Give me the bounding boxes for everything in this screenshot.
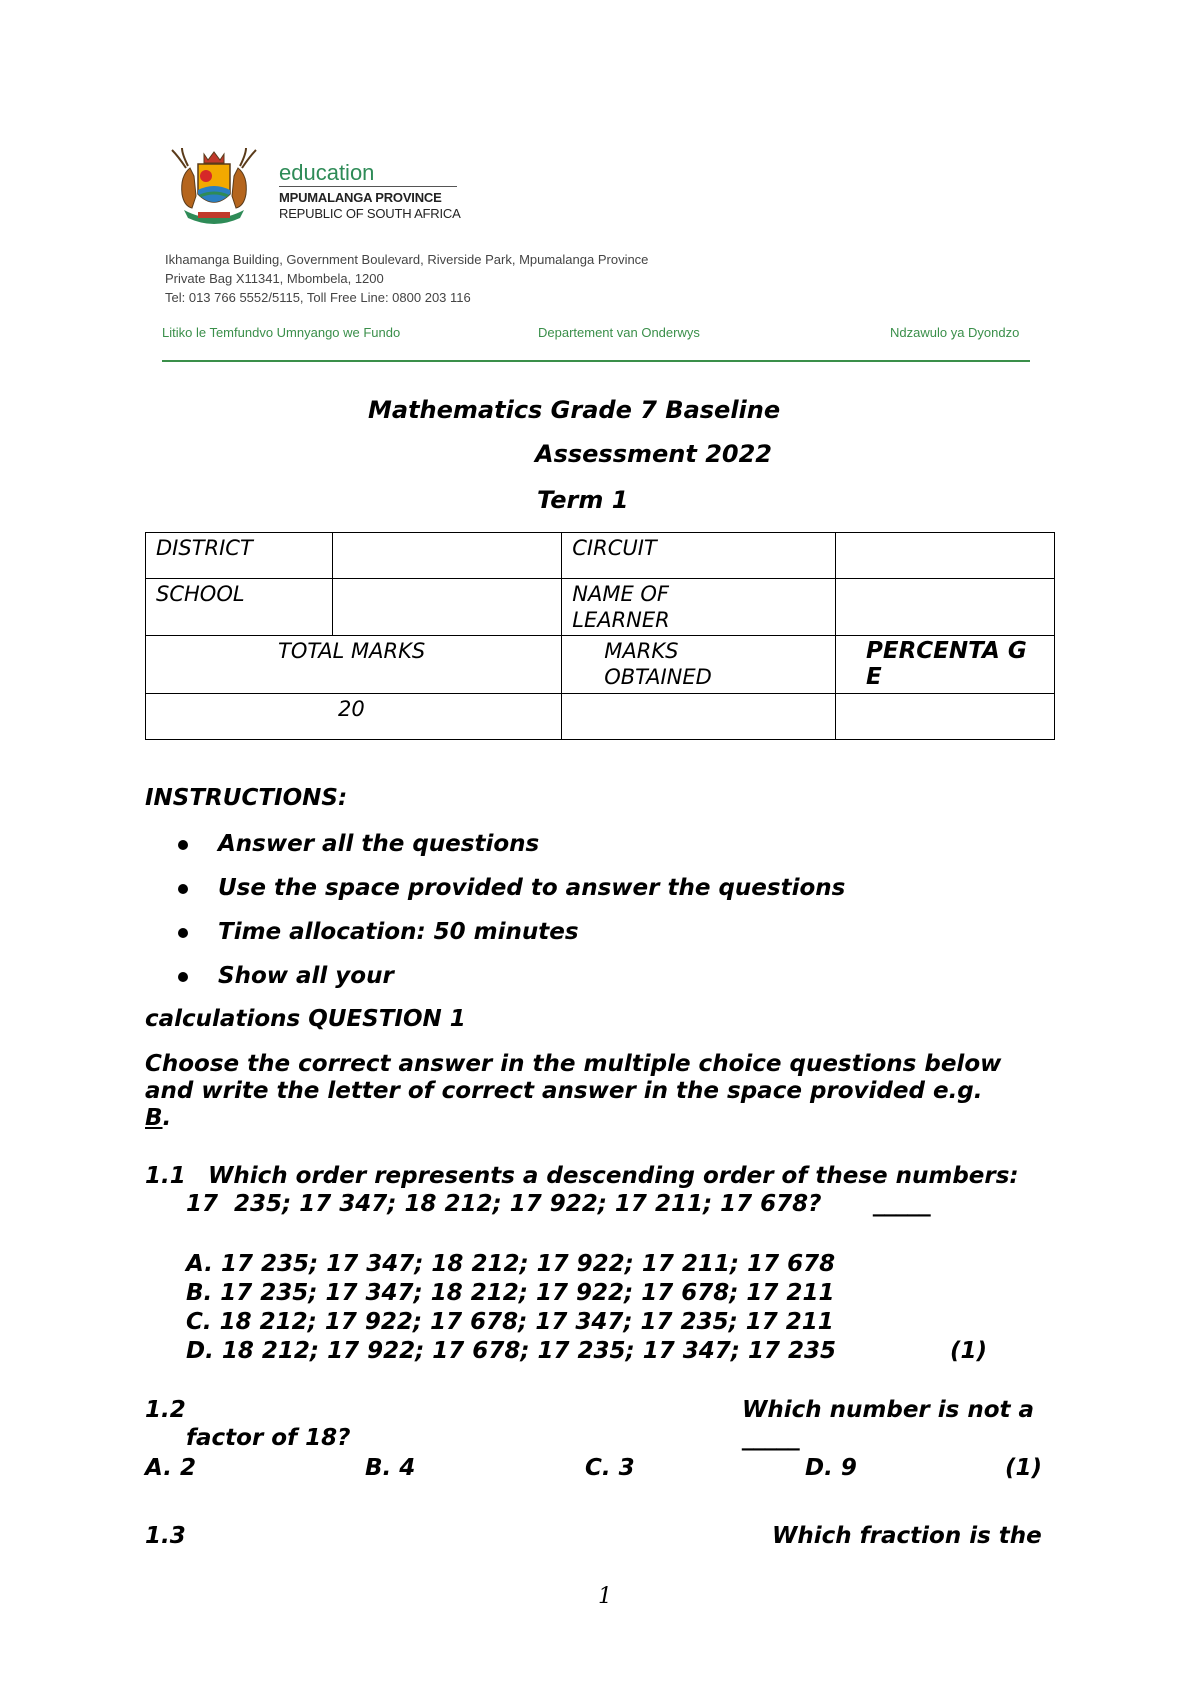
q1-2-option-c: C. 3: [585, 1455, 635, 1481]
language-label-2: Departement van Onderwys: [538, 325, 700, 340]
q1-2-number: 1.2: [145, 1397, 186, 1423]
total-marks-label: [146, 636, 562, 694]
total-marks-label-text: TOTAL MARKS: [278, 639, 426, 663]
q1-2-text-part-1: Which number is not a: [742, 1397, 1035, 1423]
q1-2-marks: (1): [1005, 1455, 1043, 1481]
q1-2-text-part-2: factor of 18?: [186, 1425, 351, 1451]
school-label: SCHOOL: [146, 579, 333, 636]
bullet-icon: [178, 884, 188, 894]
language-label-1: Litiko le Temfundvo Umnyango we Fundo: [162, 325, 401, 340]
q1-1-number: 1.1: [145, 1163, 186, 1189]
q1-3-text-part-1: Which fraction is the: [772, 1523, 1042, 1549]
q1-1-option-a: A. 17 235; 17 347; 18 212; 17 922; 17 211; 17 678: [186, 1251, 836, 1277]
logo-underline: [279, 186, 457, 187]
example-answer: B.: [145, 1105, 172, 1131]
logo-education-text: education: [279, 160, 375, 185]
learner-name-field[interactable]: [836, 579, 1055, 636]
bullet-icon: [178, 840, 188, 850]
page-title-line-1: Mathematics Grade 7 Baseline: [368, 396, 781, 424]
district-label: DISTRICT: [146, 533, 333, 579]
address-line-2: Private Bag X11341, Mbombela, 1200: [165, 271, 384, 286]
percentage-label-text: PERCENTA GE: [866, 638, 1027, 690]
header-divider: [162, 360, 1030, 362]
q1-1-option-b: B. 17 235; 17 347; 18 212; 17 922; 17 678; 17 211: [186, 1280, 835, 1306]
address-line-3: Tel: 013 766 5552/5115, Toll Free Line: 0800 203 116: [165, 290, 471, 305]
logo-province-text: MPUMALANGA PROVINCE: [279, 190, 442, 205]
q1-2-answer-blank[interactable]: _____: [742, 1425, 800, 1451]
learner-name-label: [562, 579, 836, 636]
page-number: 1: [598, 1584, 612, 1609]
marks-obtained-field[interactable]: [562, 694, 836, 740]
q1-1-answer-blank[interactable]: _____: [873, 1191, 931, 1217]
logo-country-text: REPUBLIC OF SOUTH AFRICA: [279, 206, 461, 221]
instructions-heading: INSTRUCTIONS:: [145, 785, 348, 811]
circuit-field[interactable]: [836, 533, 1055, 579]
instruction-item: Show all your: [218, 963, 394, 989]
instruction-item: Answer all the questions: [218, 831, 540, 857]
address-line-1: Ikhamanga Building, Government Boulevard, Riverside Park, Mpumalanga Province: [165, 252, 649, 267]
bullet-icon: [178, 928, 188, 938]
percentage-label: [836, 636, 1055, 694]
question1-intro-line-2: and write the letter of correct answer in the space provided e.g.: [145, 1078, 983, 1104]
learner-info-table: [145, 532, 1055, 740]
marks-obtained-label-text: MARKS OBTAINED: [604, 639, 712, 689]
example-letter: B: [145, 1105, 163, 1131]
district-field[interactable]: [332, 533, 561, 579]
q1-2-option-b: B. 4: [365, 1455, 416, 1481]
total-marks-value: [146, 694, 562, 740]
question1-intro-line-1: Choose the correct answer in the multiple choice questions below: [145, 1051, 1002, 1077]
q1-2-option-d: D. 9: [805, 1455, 857, 1481]
q1-3-number: 1.3: [145, 1523, 186, 1549]
total-marks-value-text: 20: [338, 697, 365, 721]
page-title-line-2: Assessment 2022: [535, 440, 772, 468]
language-label-3: Ndzawulo ya Dyondzo: [890, 325, 1020, 340]
percentage-field[interactable]: [836, 694, 1055, 740]
coat-of-arms-logo: [160, 146, 268, 228]
school-field[interactable]: [332, 579, 561, 636]
bullet-icon: [178, 972, 188, 982]
q1-1-text-line-2: 17 235; 17 347; 18 212; 17 922; 17 211; 17 678?: [186, 1191, 822, 1217]
q1-1-option-c: C. 18 212; 17 922; 17 678; 17 347; 17 235; 17 211: [186, 1309, 834, 1335]
q1-1-option-d: D. 18 212; 17 922; 17 678; 17 235; 17 347; 17 235: [186, 1338, 837, 1364]
marks-obtained-label: [562, 636, 836, 694]
instruction-item: Time allocation: 50 minutes: [218, 919, 579, 945]
learner-name-label-text: NAME OF LEARNER: [572, 582, 670, 632]
circuit-label: CIRCUIT: [562, 533, 836, 579]
q1-2-option-a: A. 2: [145, 1455, 196, 1481]
instruction-continuation: calculations QUESTION 1: [145, 1006, 466, 1032]
instruction-item: Use the space provided to answer the questions: [218, 875, 846, 901]
q1-1-text-line-1: Which order represents a descending order of these numbers:: [208, 1163, 1019, 1189]
q1-1-marks: (1): [950, 1338, 988, 1364]
page-title-line-3: Term 1: [537, 486, 629, 514]
